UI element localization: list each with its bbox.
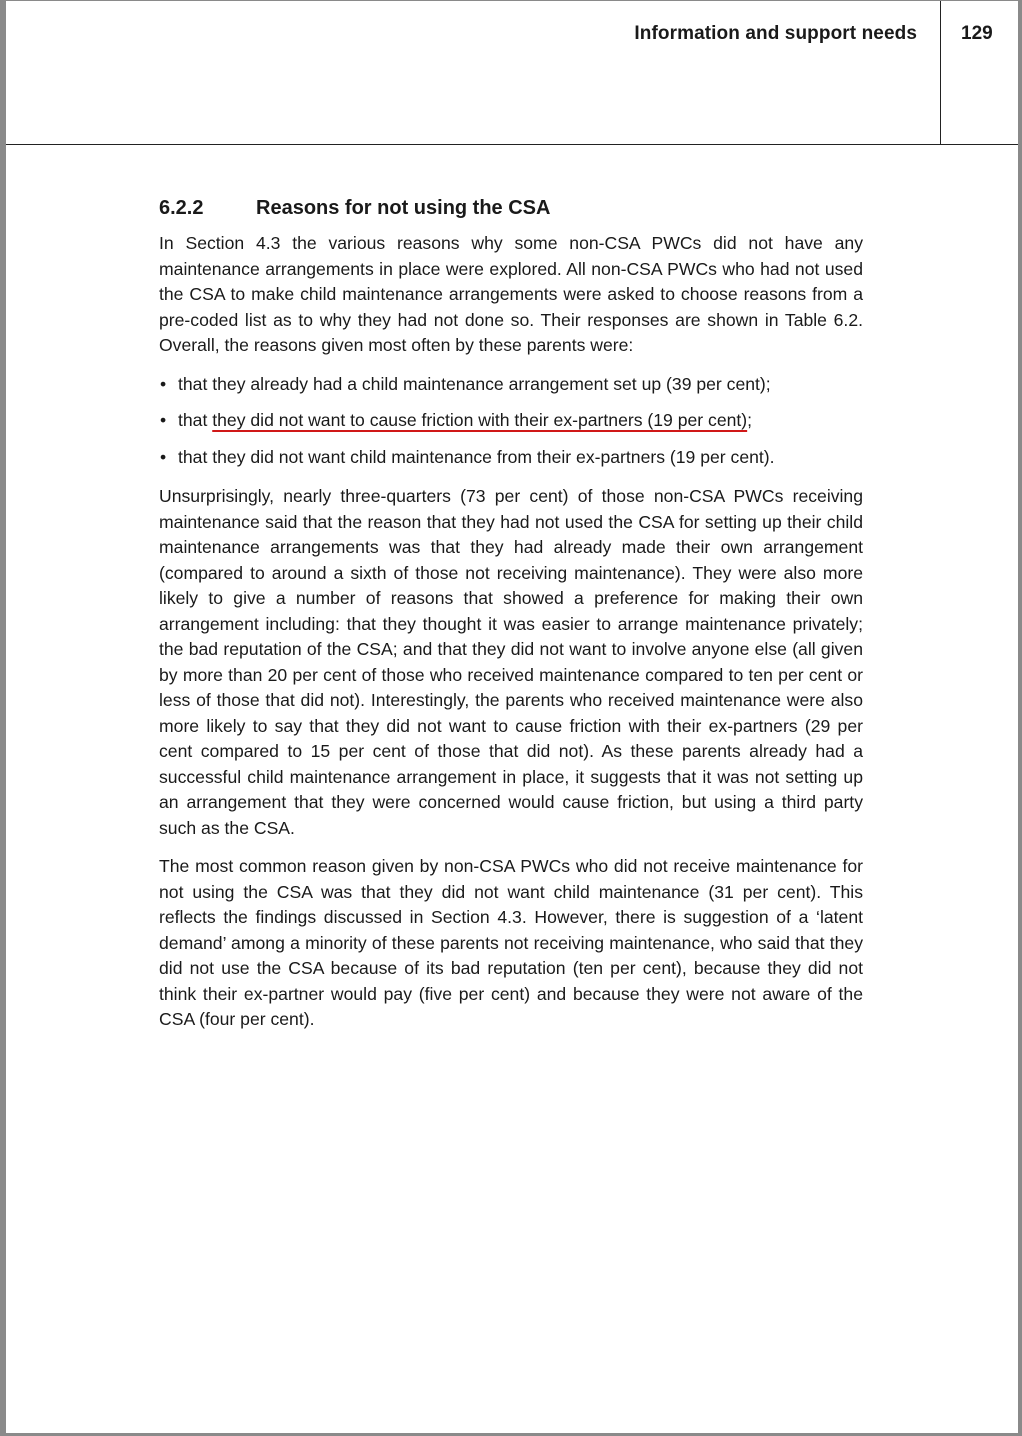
list-item-suffix: ; (747, 410, 753, 430)
page-content (159, 195, 863, 1046)
list-item: • that they did not want child maintenance from their ex-partners (19 per cent). (159, 445, 863, 471)
section-number: 6.2.2 (159, 197, 204, 219)
list-item: • that they already had a child maintenance arrangement set up (39 per cent); (159, 372, 863, 398)
section-heading (159, 195, 863, 221)
section-title: Reasons for not using the CSA (256, 197, 551, 219)
body-paragraph: Unsurprisingly, nearly three-quarters (73 per cent) of those non-CSA PWCs receiving maintenance said that the reason that they had not used the CSA for setting up their child maintenance arrangements was that they had already made their own arrangement (compared to around a sixth of those not receiving maintenance). They were also more likely to give a number of reasons that showed a preference for making their own arrangement including: that they thought it was easier to arrange maintenance privately; the bad reputation of the CSA; and that they did not want to involve anyone else (all given by more than 20 per cent of those who received maintenance compared to ten per cent or less of those that did not). Interestingly, the parents who received maintenance were also more likely to say that they did not want to cause friction with their ex-partners (29 per cent compared to 15 per cent of those that did not). As these parents already had a successful child maintenance arrangement in place, it suggests that it was not setting up an arrangement that they were concerned would cause friction, but using a third party such as the CSA. (159, 486, 863, 838)
reasons-list (159, 372, 863, 471)
page-number: 129 (961, 23, 993, 44)
list-item-prefix: that (178, 410, 213, 430)
body-paragraph: The most common reason given by non-CSA PWCs who did not receive maintenance for not using the CSA was that they did not want child maintenance (31 per cent). This reflects the findings discussed in Section 4.3. However, there is suggestion of a ‘latent demand’ among a minority of these parents not receiving maintenance, who said that they did not use the CSA because of its bad reputation (ten per cent), because they did not think their ex-partner would pay (five per cent) and because they were not aware of the CSA (four per cent). (159, 856, 863, 1029)
annotated-text: they did not want to cause friction with their ex-partners (19 per cent) (212, 410, 748, 430)
running-head: Information and support needs (634, 23, 917, 44)
header-rule (6, 144, 1018, 145)
list-item (159, 408, 863, 434)
header-divider (940, 1, 941, 144)
intro-paragraph: In Section 4.3 the various reasons why some non-CSA PWCs did not have any maintenance arrangements in place were explored. All non-CSA PWCs who had not used the CSA to make child maintenance arrangements were asked to choose reasons from a pre-coded list as to why they had not done so. Their responses are shown in Table 6.2. Overall, the reasons given most often by these parents were: (159, 233, 863, 355)
